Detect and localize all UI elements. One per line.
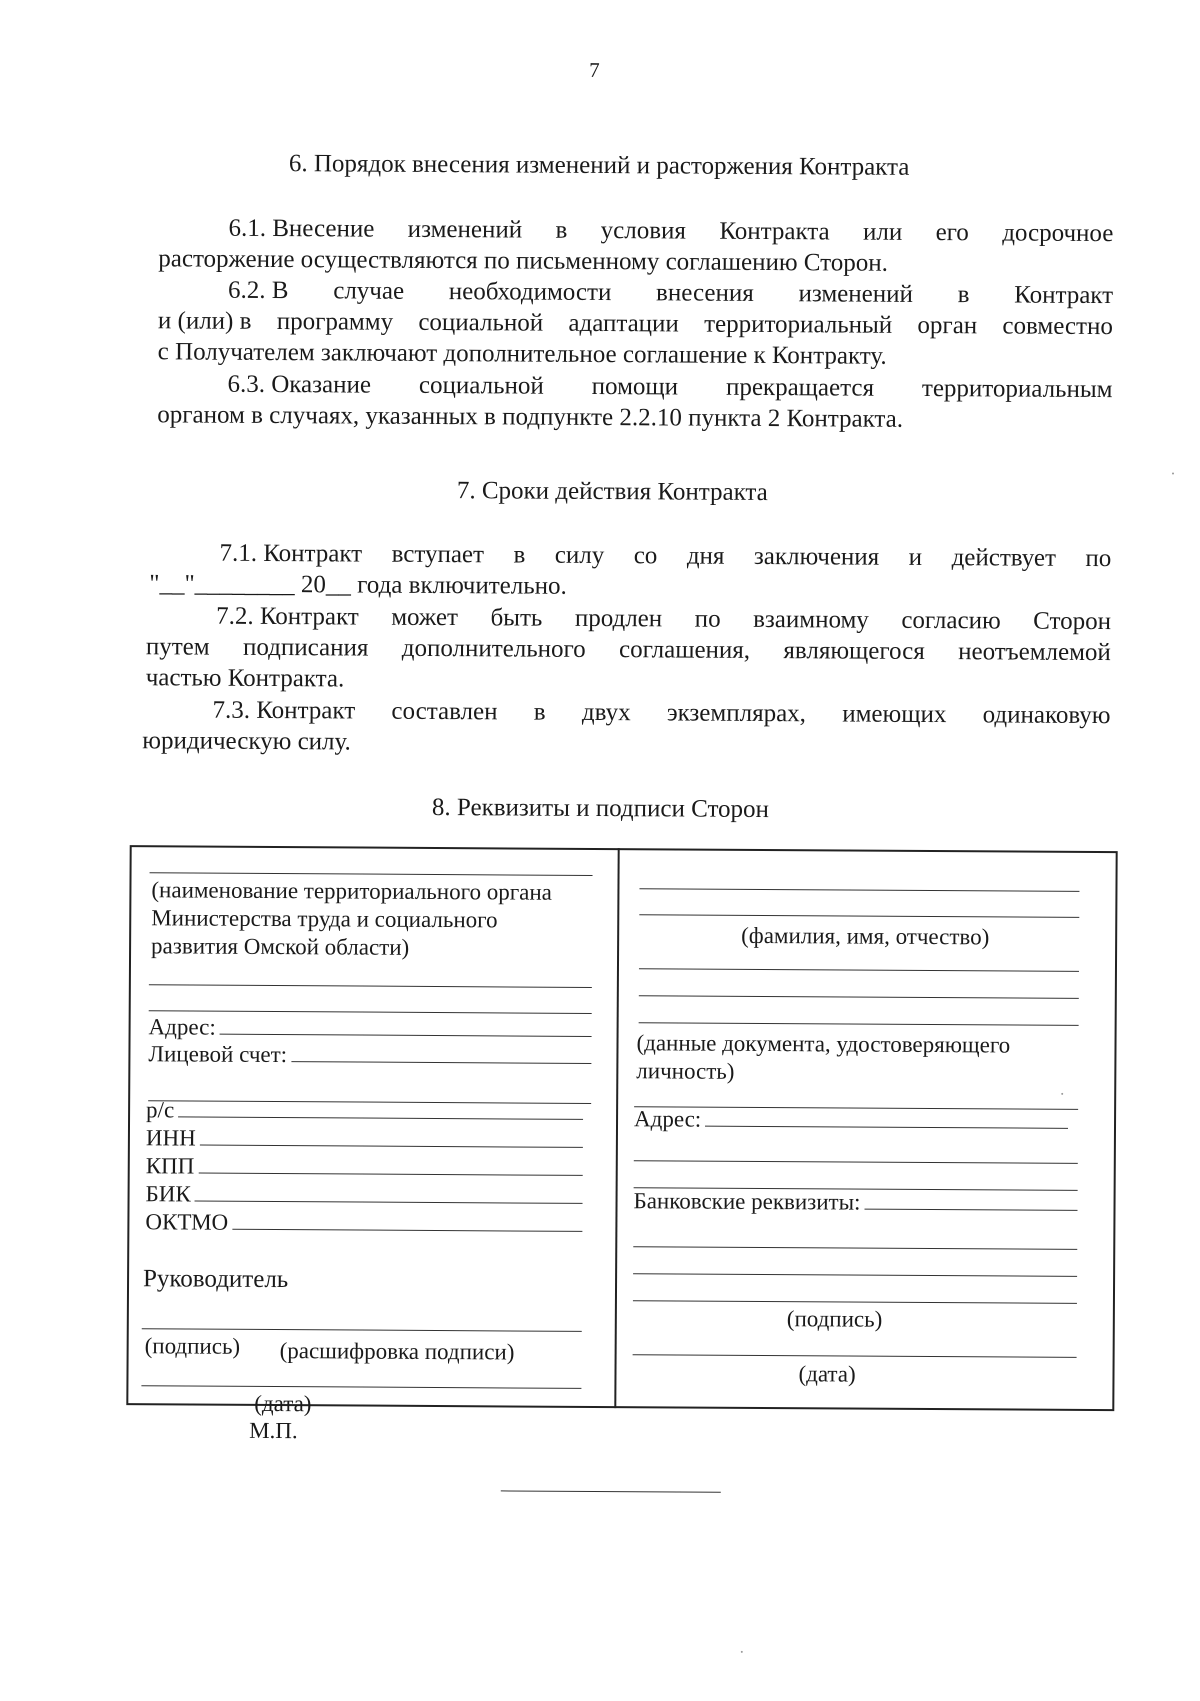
- paragraph-6-1: [158, 212, 1113, 280]
- word: орган: [917, 311, 978, 340]
- word: Контракта: [719, 217, 830, 246]
- word: досрочное: [1002, 219, 1114, 248]
- doc-caption-2: личность): [636, 1058, 735, 1084]
- word: 7.1. Контракт: [219, 539, 363, 568]
- section-6-title: 6. Порядок внесения изменений и расторжения Контракта: [288, 150, 910, 181]
- fio-caption: (фамилия, имя, отчество): [741, 922, 990, 950]
- kpp-row: [146, 1153, 583, 1182]
- word: путем: [145, 633, 210, 661]
- rs-label: р/с: [146, 1097, 175, 1123]
- word: дополнительного: [401, 634, 586, 663]
- scan-speck: [1061, 1093, 1063, 1095]
- oktmo-field: [232, 1228, 582, 1232]
- word: имеющих: [842, 700, 947, 729]
- paragraph-7-3-line-2: юридическую силу.: [142, 727, 351, 756]
- stamp-label: М.П.: [249, 1417, 298, 1444]
- word: территориальным: [921, 374, 1113, 404]
- right-address-label: Адрес:: [633, 1106, 702, 1132]
- word: внесения: [656, 279, 754, 307]
- rs-field: [178, 1115, 583, 1119]
- left-signature-caption: (подпись): [144, 1333, 241, 1359]
- kpp-field: [198, 1172, 582, 1176]
- paragraph-6-1-line-2: расторжение осуществляются по письменному соглашению Сторон.: [158, 245, 888, 277]
- paragraph-7-1: [149, 537, 1111, 605]
- word: соглашения,: [619, 636, 751, 664]
- word: или: [862, 218, 903, 246]
- org-caption-1: (наименование территориального органа: [151, 877, 552, 905]
- word: его: [935, 219, 969, 247]
- word: в: [555, 216, 568, 244]
- word: в: [533, 698, 546, 726]
- paragraph-6-2-line-3: с Получателем заключают дополнительное соглашение к Контракту.: [157, 338, 887, 370]
- word: изменений: [407, 215, 523, 244]
- account-row: [148, 1041, 591, 1070]
- word: неотъемлемой: [958, 638, 1111, 667]
- left-date-caption: (дата): [254, 1390, 312, 1417]
- bank-row: [633, 1188, 1077, 1217]
- word: совместно: [1002, 312, 1113, 341]
- paragraph-7-2-line-3: частью Контракта.: [145, 664, 345, 693]
- paragraph-7-3: [142, 694, 1110, 762]
- paragraph-6-2: [158, 274, 1114, 373]
- bik-field: [195, 1200, 583, 1204]
- right-address-row: [634, 1106, 1068, 1135]
- oktmo-row: [145, 1209, 582, 1238]
- word: двух: [581, 698, 631, 727]
- word: прекращается: [725, 373, 875, 402]
- doc-caption-1: (данные документа, удостоверяющего: [636, 1030, 1011, 1058]
- head-label: Руководитель: [142, 1265, 289, 1294]
- word: по: [1085, 544, 1112, 573]
- word: случае: [333, 277, 405, 305]
- scan-speck: [1172, 472, 1174, 474]
- word: территориальный: [704, 310, 893, 339]
- word: вступает: [391, 540, 485, 569]
- kpp-label: КПП: [145, 1153, 195, 1179]
- word: заключения: [753, 542, 880, 571]
- word: Контракт: [1014, 281, 1114, 310]
- paragraph-6-3-line-2: органом в случаях, указанных в подпункте 2.2.10 пункта 2 Контракта.: [157, 401, 904, 433]
- oktmo-label: ОКТМО: [145, 1209, 229, 1235]
- word: взаимному: [753, 605, 869, 634]
- word: Сторон: [1033, 607, 1112, 636]
- word: помощи: [591, 372, 679, 401]
- word: в: [957, 281, 970, 309]
- word: 6.1. Внесение: [228, 214, 375, 243]
- inn-row: [146, 1125, 583, 1154]
- word: продлен: [574, 604, 663, 633]
- rs-row: [146, 1097, 583, 1126]
- org-caption-3: развития Омской области): [151, 933, 410, 960]
- bik-row: [146, 1181, 583, 1210]
- account-label: Лицевой счет:: [148, 1041, 288, 1068]
- right-signature-caption: (подпись): [786, 1306, 883, 1332]
- scan-speck: [741, 1651, 743, 1653]
- section-8-title: 8. Реквизиты и подписи Сторон: [431, 793, 770, 824]
- right-address-field: [705, 1125, 1068, 1129]
- word: экземплярах,: [666, 699, 807, 728]
- signature-decoding-caption: (расшифровка подписи): [279, 1338, 515, 1365]
- left-address-label: Адрес:: [148, 1014, 216, 1040]
- left-address-row: [149, 1014, 592, 1043]
- word: социальной: [418, 308, 544, 337]
- word: 7.2. Контракт: [216, 602, 359, 631]
- account-field: [291, 1060, 591, 1064]
- word: и (или) в: [157, 307, 252, 335]
- word: и: [908, 543, 923, 571]
- word: одинаковую: [982, 701, 1111, 730]
- word: составлен: [391, 697, 498, 726]
- word: 6.3. Оказание: [227, 370, 372, 399]
- word: может: [391, 603, 459, 632]
- bank-label: Банковские реквизиты:: [633, 1188, 861, 1215]
- left-address-field: [220, 1033, 592, 1037]
- word: изменений: [798, 280, 914, 308]
- word: быть: [490, 604, 543, 632]
- page-number: 7: [589, 57, 600, 82]
- end-rule: [501, 1490, 721, 1492]
- word: 6.2. В: [228, 276, 289, 305]
- word: социальной: [418, 371, 544, 400]
- bank-field: [864, 1208, 1077, 1211]
- word: согласию: [901, 606, 1001, 635]
- paragraph-7-1-line-2: "__"________ 20__ года включительно.: [149, 570, 567, 600]
- inn-label: ИНН: [145, 1125, 196, 1151]
- word: в: [513, 541, 526, 569]
- paragraph-7-2: [146, 600, 1112, 699]
- bik-label: БИК: [145, 1181, 191, 1207]
- word: адаптации: [568, 309, 679, 338]
- word: 7.3. Контракт: [212, 696, 356, 725]
- word: являющегося: [783, 637, 925, 665]
- word: подписания: [242, 633, 369, 662]
- word: дня: [686, 542, 725, 570]
- inn-field: [200, 1144, 583, 1148]
- word: силу: [554, 541, 605, 570]
- right-date-caption: (дата): [798, 1361, 856, 1387]
- org-caption-2: Министерства труда и социального: [151, 905, 498, 933]
- section-7-title: 7. Сроки действия Контракта: [456, 477, 768, 507]
- word: со: [633, 542, 658, 570]
- word: необходимости: [448, 278, 612, 307]
- word: условия: [600, 216, 687, 245]
- word: действует: [951, 544, 1057, 572]
- word: программу: [276, 308, 394, 336]
- paragraph-6-3: [157, 368, 1112, 436]
- word: по: [694, 605, 721, 633]
